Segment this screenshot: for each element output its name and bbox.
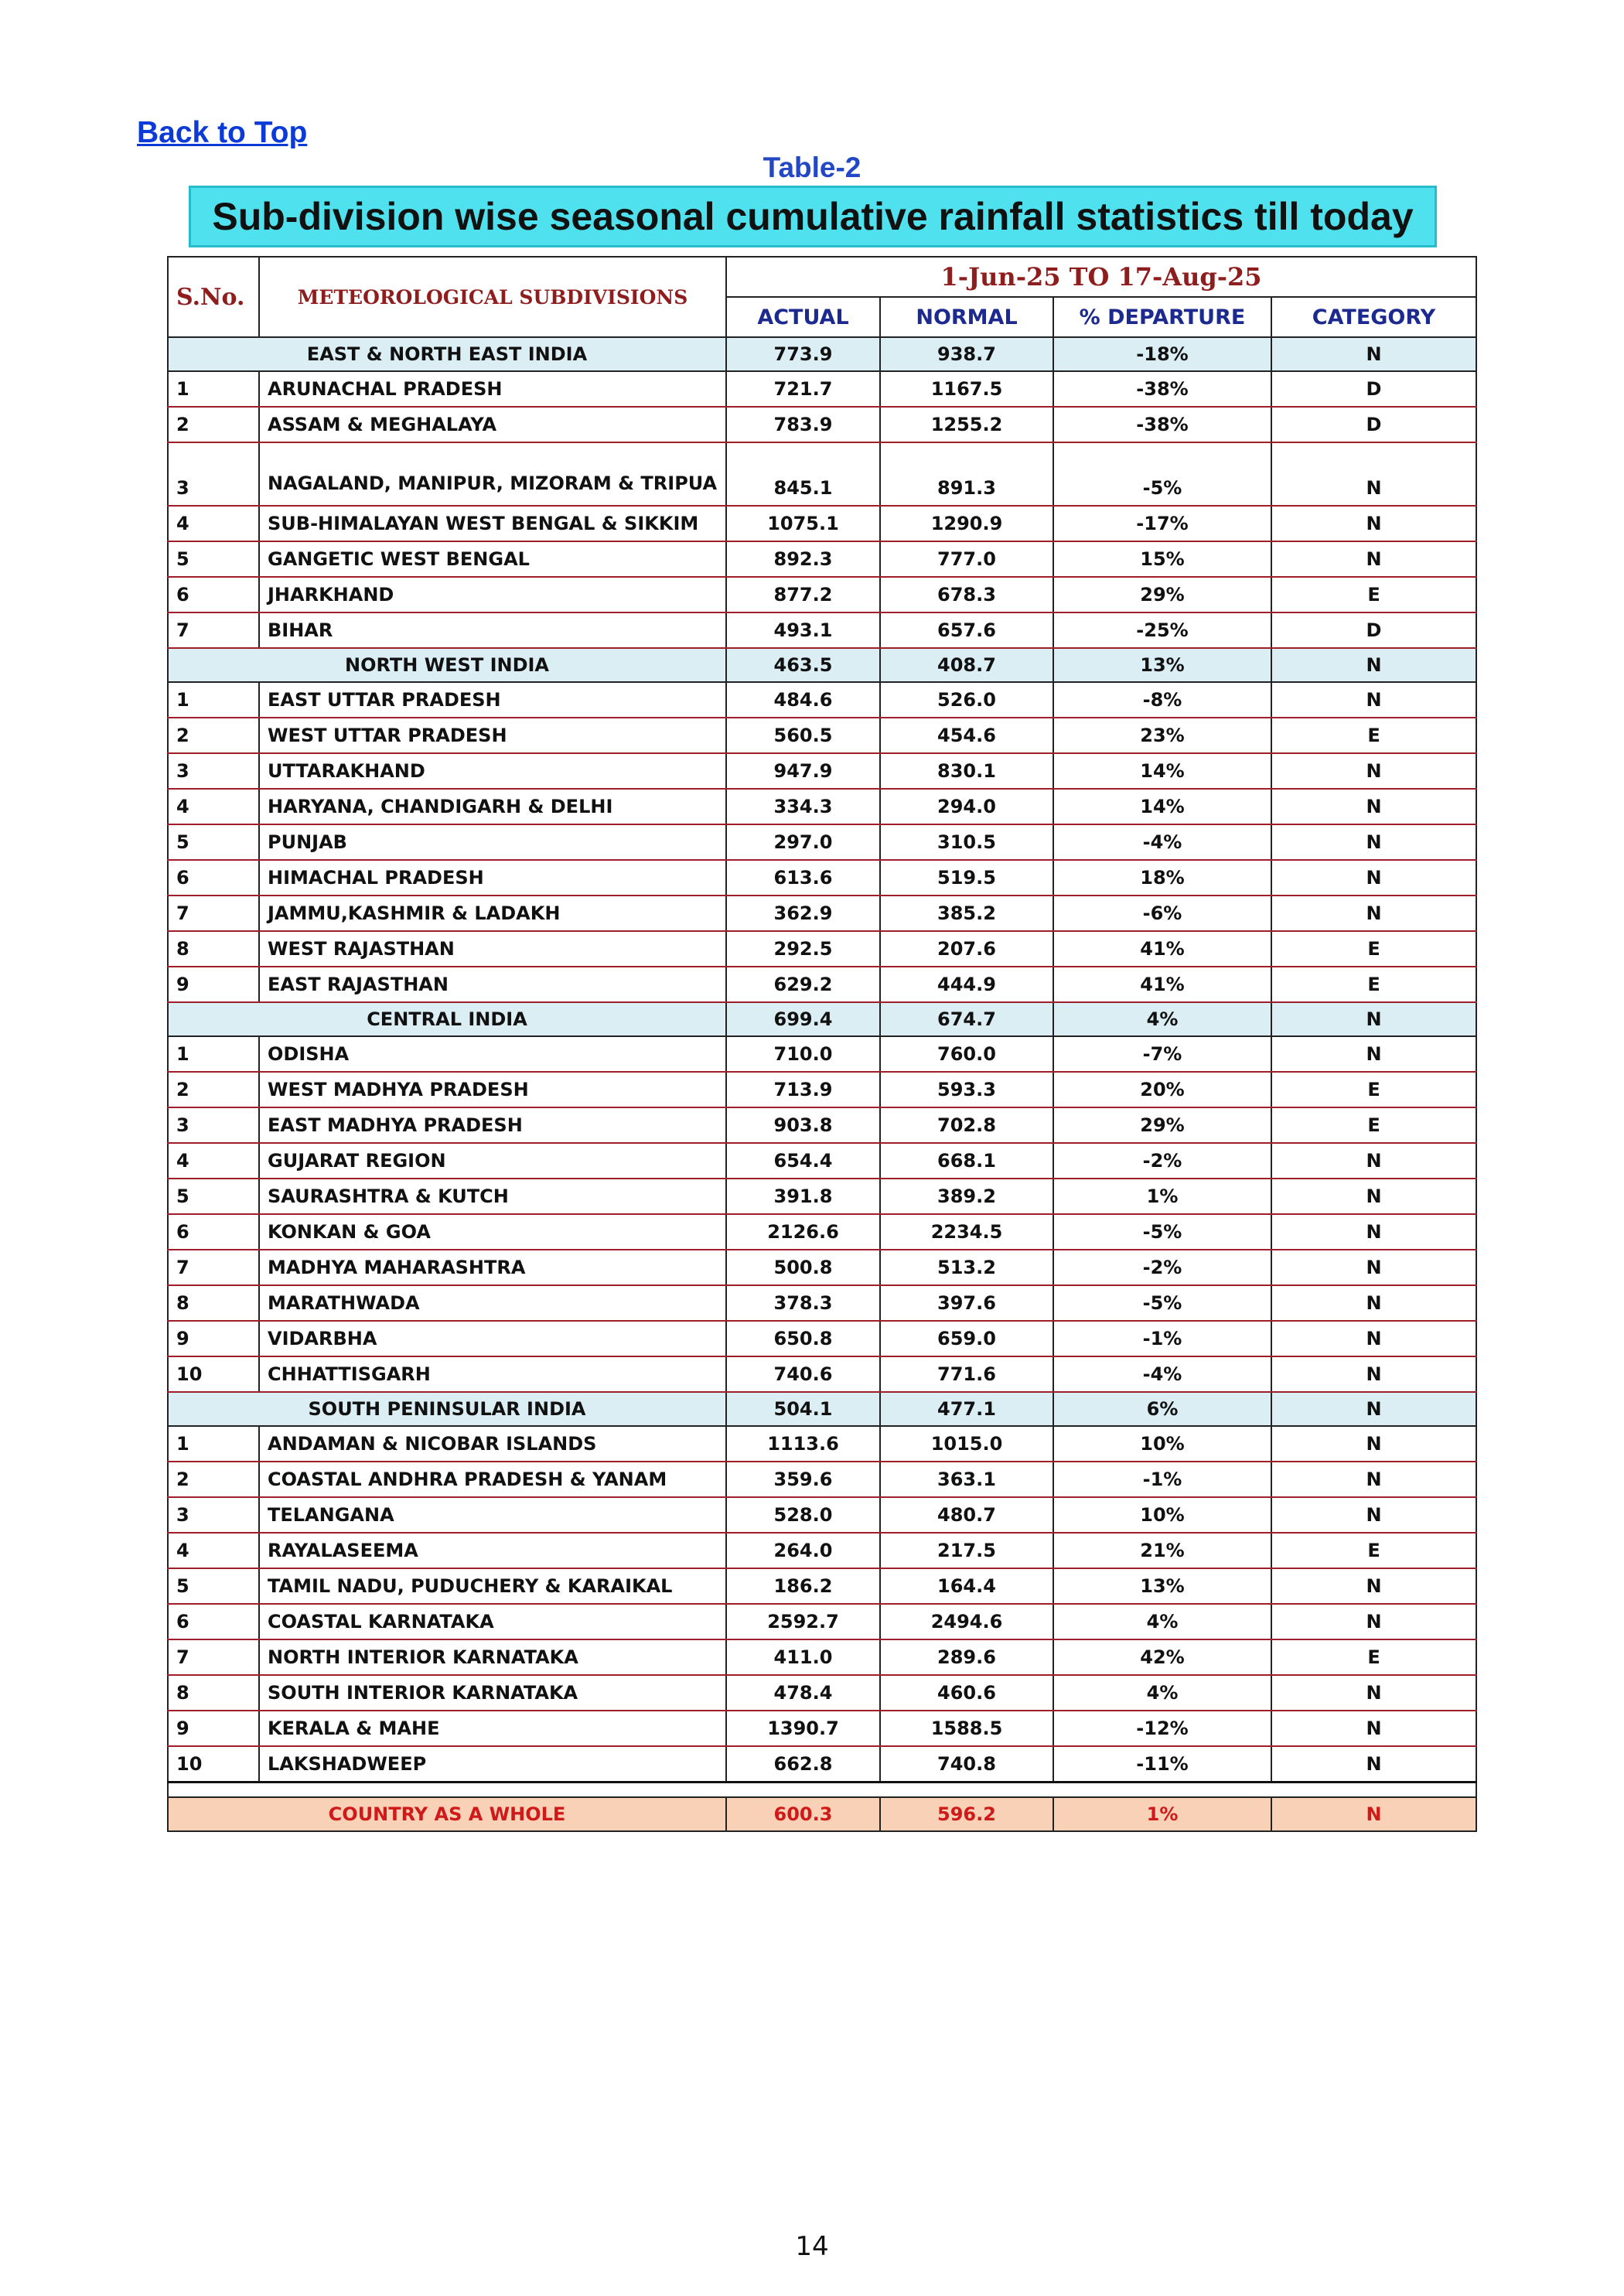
row-subdivision: CHHATTISGARH (259, 1356, 726, 1392)
row-subdivision: EAST RAJASTHAN (259, 967, 726, 1002)
spacer-row (168, 1782, 1476, 1797)
row-actual: 892.3 (726, 541, 880, 577)
row-actual: 650.8 (726, 1321, 880, 1356)
row-sno: 5 (168, 541, 259, 577)
table-row (168, 1675, 1476, 1711)
row-sno: 4 (168, 1143, 259, 1179)
table-row (168, 967, 1476, 1002)
row-normal: 363.1 (880, 1462, 1053, 1497)
row-actual: 528.0 (726, 1497, 880, 1533)
row-category: E (1271, 718, 1476, 753)
row-category: N (1271, 1711, 1476, 1746)
table-row (168, 612, 1476, 648)
total-label: COUNTRY AS A WHOLE (168, 1797, 726, 1831)
row-subdivision: KERALA & MAHE (259, 1711, 726, 1746)
region-name: NORTH WEST INDIA (168, 648, 726, 682)
row-normal: 1255.2 (880, 407, 1053, 442)
row-category: N (1271, 753, 1476, 789)
table-row (168, 1497, 1476, 1533)
row-subdivision: VIDARBHA (259, 1321, 726, 1356)
row-sno: 4 (168, 789, 259, 824)
row-sno: 9 (168, 1711, 259, 1746)
row-normal: 397.6 (880, 1285, 1053, 1321)
row-normal: 519.5 (880, 860, 1053, 896)
row-actual: 463.5 (726, 648, 880, 682)
row-sno: 3 (168, 753, 259, 789)
row-subdivision: SOUTH INTERIOR KARNATAKA (259, 1675, 726, 1711)
table-row (168, 1107, 1476, 1143)
row-actual: 2592.7 (726, 1604, 880, 1639)
row-category: N (1271, 1250, 1476, 1285)
row-sno: 5 (168, 824, 259, 860)
table-row (168, 1214, 1476, 1250)
table-row (168, 753, 1476, 789)
row-normal: 310.5 (880, 824, 1053, 860)
total-normal: 596.2 (880, 1797, 1053, 1831)
row-category: E (1271, 1107, 1476, 1143)
region-row (168, 337, 1476, 371)
row-departure: -1% (1053, 1321, 1271, 1356)
row-normal: 454.6 (880, 718, 1053, 753)
row-category: D (1271, 407, 1476, 442)
title-banner (189, 186, 1437, 247)
row-sno: 8 (168, 1675, 259, 1711)
table-row (168, 442, 1476, 506)
row-departure: 41% (1053, 967, 1271, 1002)
row-normal: 207.6 (880, 931, 1053, 967)
row-departure: -2% (1053, 1250, 1271, 1285)
row-category: N (1271, 442, 1476, 506)
row-sno: 1 (168, 1426, 259, 1462)
row-departure: 23% (1053, 718, 1271, 753)
row-category: N (1271, 506, 1476, 541)
row-category: N (1271, 1746, 1476, 1782)
row-category: N (1271, 860, 1476, 896)
row-normal: 1588.5 (880, 1711, 1053, 1746)
row-departure: 41% (1053, 931, 1271, 967)
row-sno: 1 (168, 1036, 259, 1072)
table-row (168, 506, 1476, 541)
row-sno: 5 (168, 1179, 259, 1214)
row-actual: 783.9 (726, 407, 880, 442)
row-subdivision: TAMIL NADU, PUDUCHERY & KARAIKAL (259, 1568, 726, 1604)
table-row (168, 1143, 1476, 1179)
row-sno: 2 (168, 718, 259, 753)
row-actual: 493.1 (726, 612, 880, 648)
row-actual: 411.0 (726, 1639, 880, 1675)
row-normal: 217.5 (880, 1533, 1053, 1568)
table-row (168, 931, 1476, 967)
header-category: CATEGORY (1271, 297, 1476, 337)
row-sno: 3 (168, 1497, 259, 1533)
row-category: N (1271, 648, 1476, 682)
row-departure: -17% (1053, 506, 1271, 541)
row-actual: 721.7 (726, 371, 880, 407)
row-actual: 334.3 (726, 789, 880, 824)
row-departure: -18% (1053, 337, 1271, 371)
row-subdivision: WEST MADHYA PRADESH (259, 1072, 726, 1107)
row-departure: 42% (1053, 1639, 1271, 1675)
row-sno: 1 (168, 682, 259, 718)
row-actual: 391.8 (726, 1179, 880, 1214)
row-category: N (1271, 789, 1476, 824)
region-row (168, 1392, 1476, 1426)
row-actual: 1075.1 (726, 506, 880, 541)
row-departure: 4% (1053, 1675, 1271, 1711)
table-title: Sub-division wise seasonal cumulative rainfall statistics till today (212, 195, 1414, 238)
row-departure: 15% (1053, 541, 1271, 577)
table-row (168, 1250, 1476, 1285)
row-sno: 2 (168, 1462, 259, 1497)
row-sno: 10 (168, 1356, 259, 1392)
table-row (168, 1533, 1476, 1568)
row-subdivision: COASTAL ANDHRA PRADESH & YANAM (259, 1462, 726, 1497)
row-departure: -12% (1053, 1711, 1271, 1746)
row-category: N (1271, 682, 1476, 718)
header-departure: % DEPARTURE (1053, 297, 1271, 337)
table-row (168, 1285, 1476, 1321)
row-departure: 29% (1053, 1107, 1271, 1143)
row-departure: -38% (1053, 407, 1271, 442)
row-actual: 2126.6 (726, 1214, 880, 1250)
row-actual: 877.2 (726, 577, 880, 612)
row-normal: 385.2 (880, 896, 1053, 931)
row-subdivision: GUJARAT REGION (259, 1143, 726, 1179)
row-departure: 14% (1053, 753, 1271, 789)
row-subdivision: HARYANA, CHANDIGARH & DELHI (259, 789, 726, 824)
region-row (168, 648, 1476, 682)
row-actual: 713.9 (726, 1072, 880, 1107)
row-sno: 6 (168, 1214, 259, 1250)
row-departure: 14% (1053, 789, 1271, 824)
row-subdivision: NORTH INTERIOR KARNATAKA (259, 1639, 726, 1675)
row-normal: 164.4 (880, 1568, 1053, 1604)
row-actual: 710.0 (726, 1036, 880, 1072)
table-row (168, 1746, 1476, 1782)
table-row (168, 407, 1476, 442)
row-actual: 292.5 (726, 931, 880, 967)
table-row (168, 1072, 1476, 1107)
row-departure: 18% (1053, 860, 1271, 896)
row-normal: 289.6 (880, 1639, 1053, 1675)
row-normal: 460.6 (880, 1675, 1053, 1711)
table-row (168, 1639, 1476, 1675)
row-subdivision: BIHAR (259, 612, 726, 648)
table-row (168, 1568, 1476, 1604)
row-sno: 2 (168, 1072, 259, 1107)
row-category: N (1271, 1143, 1476, 1179)
region-name: SOUTH PENINSULAR INDIA (168, 1392, 726, 1426)
row-departure: -4% (1053, 824, 1271, 860)
row-subdivision: RAYALASEEMA (259, 1533, 726, 1568)
row-subdivision: ARUNACHAL PRADESH (259, 371, 726, 407)
row-departure: 1% (1053, 1179, 1271, 1214)
row-category: N (1271, 1356, 1476, 1392)
row-departure: 29% (1053, 577, 1271, 612)
row-category: N (1271, 1214, 1476, 1250)
row-sno: 2 (168, 407, 259, 442)
row-actual: 484.6 (726, 682, 880, 718)
row-category: N (1271, 1604, 1476, 1639)
row-sno: 1 (168, 371, 259, 407)
row-departure: -4% (1053, 1356, 1271, 1392)
row-subdivision: EAST MADHYA PRADESH (259, 1107, 726, 1143)
row-normal: 702.8 (880, 1107, 1053, 1143)
header-period: 1-Jun-25 TO 17-Aug-25 (726, 257, 1476, 297)
region-name: EAST & NORTH EAST INDIA (168, 337, 726, 371)
row-subdivision: JAMMU,KASHMIR & LADAKH (259, 896, 726, 931)
row-category: N (1271, 1497, 1476, 1533)
row-category: N (1271, 541, 1476, 577)
row-subdivision: KONKAN & GOA (259, 1214, 726, 1250)
row-actual: 903.8 (726, 1107, 880, 1143)
row-actual: 297.0 (726, 824, 880, 860)
row-subdivision: UTTARAKHAND (259, 753, 726, 789)
page-number: 14 (795, 2231, 829, 2262)
row-category: E (1271, 1072, 1476, 1107)
row-normal: 760.0 (880, 1036, 1053, 1072)
row-subdivision: WEST UTTAR PRADESH (259, 718, 726, 753)
row-actual: 699.4 (726, 1002, 880, 1036)
row-normal: 480.7 (880, 1497, 1053, 1533)
row-departure: -2% (1053, 1143, 1271, 1179)
row-departure: -5% (1053, 442, 1271, 506)
row-actual: 359.6 (726, 1462, 880, 1497)
row-subdivision: ASSAM & MEGHALAYA (259, 407, 726, 442)
total-row (168, 1797, 1476, 1831)
row-normal: 2234.5 (880, 1214, 1053, 1250)
row-actual: 613.6 (726, 860, 880, 896)
table-row (168, 682, 1476, 718)
row-category: N (1271, 1426, 1476, 1462)
row-category: N (1271, 337, 1476, 371)
row-category: E (1271, 577, 1476, 612)
row-subdivision: SUB-HIMALAYAN WEST BENGAL & SIKKIM (259, 506, 726, 541)
table-row (168, 789, 1476, 824)
row-actual: 560.5 (726, 718, 880, 753)
row-sno: 8 (168, 1285, 259, 1321)
row-departure: 4% (1053, 1002, 1271, 1036)
total-category: N (1271, 1797, 1476, 1831)
row-subdivision: COASTAL KARNATAKA (259, 1604, 726, 1639)
row-actual: 773.9 (726, 337, 880, 371)
row-normal: 659.0 (880, 1321, 1053, 1356)
row-normal: 2494.6 (880, 1604, 1053, 1639)
table-row (168, 1711, 1476, 1746)
row-category: D (1271, 612, 1476, 648)
total-actual: 600.3 (726, 1797, 880, 1831)
total-departure: 1% (1053, 1797, 1271, 1831)
row-category: N (1271, 824, 1476, 860)
table-label: Table-2 (763, 152, 861, 183)
row-subdivision: ANDAMAN & NICOBAR ISLANDS (259, 1426, 726, 1462)
table-row (168, 1179, 1476, 1214)
rainfall-table (167, 256, 1477, 1832)
row-sno: 7 (168, 896, 259, 931)
table-row (168, 1604, 1476, 1639)
row-departure: 4% (1053, 1604, 1271, 1639)
row-departure: 13% (1053, 648, 1271, 682)
row-departure: -38% (1053, 371, 1271, 407)
table-row (168, 1462, 1476, 1497)
row-normal: 891.3 (880, 442, 1053, 506)
header-sno: S.No. (168, 257, 259, 337)
row-category: N (1271, 1285, 1476, 1321)
row-actual: 478.4 (726, 1675, 880, 1711)
row-category: E (1271, 1639, 1476, 1675)
row-subdivision: ODISHA (259, 1036, 726, 1072)
row-normal: 513.2 (880, 1250, 1053, 1285)
row-subdivision: PUNJAB (259, 824, 726, 860)
row-departure: -11% (1053, 1746, 1271, 1782)
table-row (168, 541, 1476, 577)
row-normal: 389.2 (880, 1179, 1053, 1214)
header-subdivisions: METEOROLOGICAL SUBDIVISIONS (259, 257, 726, 337)
row-departure: -6% (1053, 896, 1271, 931)
row-normal: 1167.5 (880, 371, 1053, 407)
row-category: N (1271, 1002, 1476, 1036)
row-sno: 10 (168, 1746, 259, 1782)
row-category: N (1271, 1321, 1476, 1356)
row-sno: 6 (168, 577, 259, 612)
row-category: N (1271, 1392, 1476, 1426)
table-row (168, 860, 1476, 896)
row-actual: 654.4 (726, 1143, 880, 1179)
row-sno: 7 (168, 612, 259, 648)
table-row (168, 896, 1476, 931)
row-sno: 9 (168, 1321, 259, 1356)
row-normal: 477.1 (880, 1392, 1053, 1426)
row-normal: 408.7 (880, 648, 1053, 682)
row-actual: 629.2 (726, 967, 880, 1002)
table-row (168, 1036, 1476, 1072)
row-sno: 6 (168, 860, 259, 896)
row-actual: 740.6 (726, 1356, 880, 1392)
row-actual: 662.8 (726, 1746, 880, 1782)
row-category: E (1271, 931, 1476, 967)
row-departure: -5% (1053, 1285, 1271, 1321)
row-departure: 10% (1053, 1497, 1271, 1533)
row-normal: 657.6 (880, 612, 1053, 648)
table-row (168, 718, 1476, 753)
row-category: D (1271, 371, 1476, 407)
row-sno: 3 (168, 442, 259, 506)
row-subdivision: MARATHWADA (259, 1285, 726, 1321)
row-departure: -5% (1053, 1214, 1271, 1250)
row-actual: 362.9 (726, 896, 880, 931)
row-subdivision: SAURASHTRA & KUTCH (259, 1179, 726, 1214)
row-departure: 20% (1053, 1072, 1271, 1107)
row-actual: 504.1 (726, 1392, 880, 1426)
row-subdivision: HIMACHAL PRADESH (259, 860, 726, 896)
row-category: N (1271, 1675, 1476, 1711)
row-normal: 674.7 (880, 1002, 1053, 1036)
row-subdivision: WEST RAJASTHAN (259, 931, 726, 967)
table-body (168, 337, 1476, 1782)
row-subdivision: GANGETIC WEST BENGAL (259, 541, 726, 577)
row-normal: 526.0 (880, 682, 1053, 718)
region-row (168, 1002, 1476, 1036)
row-normal: 444.9 (880, 967, 1053, 1002)
row-sno: 9 (168, 967, 259, 1002)
row-actual: 186.2 (726, 1568, 880, 1604)
row-sno: 8 (168, 931, 259, 967)
row-subdivision: LAKSHADWEEP (259, 1746, 726, 1782)
row-category: N (1271, 1568, 1476, 1604)
region-name: CENTRAL INDIA (168, 1002, 726, 1036)
row-normal: 771.6 (880, 1356, 1053, 1392)
table-row (168, 577, 1476, 612)
row-sno: 4 (168, 1533, 259, 1568)
row-normal: 1290.9 (880, 506, 1053, 541)
row-normal: 777.0 (880, 541, 1053, 577)
row-category: E (1271, 967, 1476, 1002)
row-actual: 1113.6 (726, 1426, 880, 1462)
row-category: N (1271, 1036, 1476, 1072)
row-sno: 7 (168, 1639, 259, 1675)
row-departure: -8% (1053, 682, 1271, 718)
row-sno: 4 (168, 506, 259, 541)
table-row (168, 1321, 1476, 1356)
row-normal: 740.8 (880, 1746, 1053, 1782)
row-category: N (1271, 1462, 1476, 1497)
row-actual: 500.8 (726, 1250, 880, 1285)
row-actual: 264.0 (726, 1533, 880, 1568)
row-sno: 5 (168, 1568, 259, 1604)
table-row (168, 1356, 1476, 1392)
row-normal: 294.0 (880, 789, 1053, 824)
row-actual: 1390.7 (726, 1711, 880, 1746)
row-category: N (1271, 896, 1476, 931)
row-sno: 7 (168, 1250, 259, 1285)
row-normal: 678.3 (880, 577, 1053, 612)
row-category: N (1271, 1179, 1476, 1214)
row-sno: 6 (168, 1604, 259, 1639)
row-departure: -25% (1053, 612, 1271, 648)
row-subdivision: MADHYA MAHARASHTRA (259, 1250, 726, 1285)
row-departure: 6% (1053, 1392, 1271, 1426)
row-departure: -7% (1053, 1036, 1271, 1072)
row-subdivision: EAST UTTAR PRADESH (259, 682, 726, 718)
row-departure: 21% (1053, 1533, 1271, 1568)
row-subdivision: NAGALAND, MANIPUR, MIZORAM & TRIPUA (259, 442, 726, 506)
row-actual: 947.9 (726, 753, 880, 789)
row-departure: -1% (1053, 1462, 1271, 1497)
row-normal: 938.7 (880, 337, 1053, 371)
back-to-top-link[interactable]: Back to Top (137, 116, 308, 149)
row-departure: 13% (1053, 1568, 1271, 1604)
row-subdivision: JHARKHAND (259, 577, 726, 612)
table-row (168, 824, 1476, 860)
row-sno: 3 (168, 1107, 259, 1143)
header-actual: ACTUAL (726, 297, 880, 337)
table-row (168, 371, 1476, 407)
table-row (168, 1426, 1476, 1462)
row-actual: 845.1 (726, 442, 880, 506)
row-normal: 1015.0 (880, 1426, 1053, 1462)
header-normal: NORMAL (880, 297, 1053, 337)
row-normal: 668.1 (880, 1143, 1053, 1179)
row-normal: 593.3 (880, 1072, 1053, 1107)
row-departure: 10% (1053, 1426, 1271, 1462)
row-normal: 830.1 (880, 753, 1053, 789)
row-subdivision: TELANGANA (259, 1497, 726, 1533)
row-category: E (1271, 1533, 1476, 1568)
row-actual: 378.3 (726, 1285, 880, 1321)
